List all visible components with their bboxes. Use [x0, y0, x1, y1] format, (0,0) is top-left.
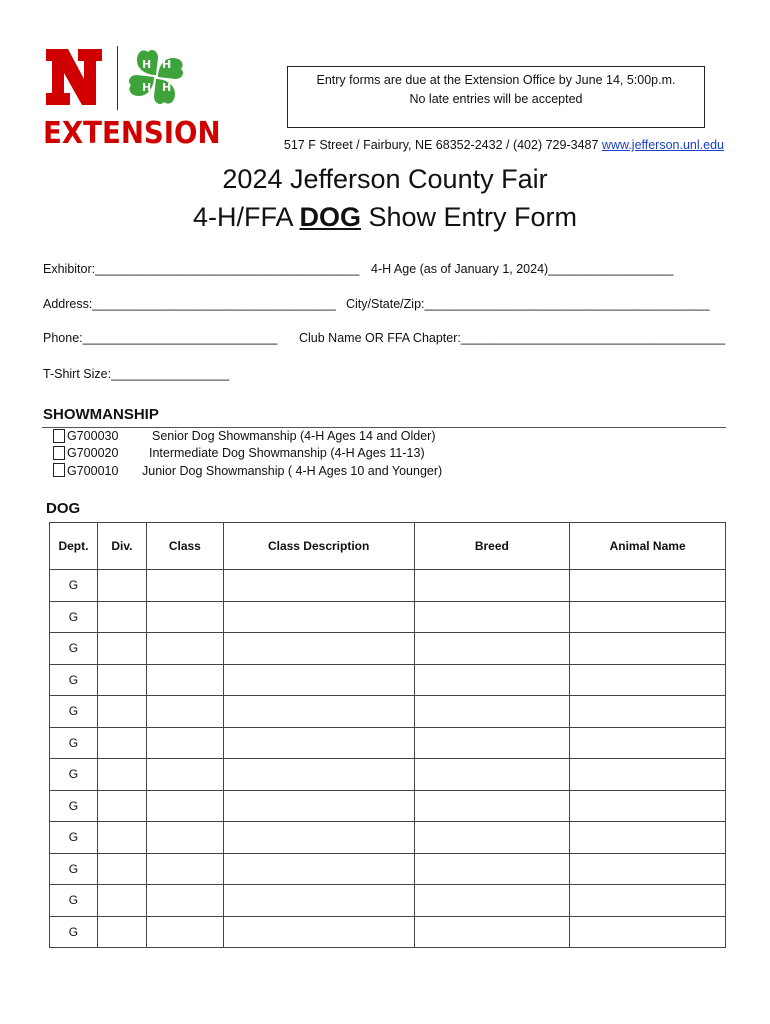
class-description: Senior Dog Showmanship (4-H Ages 14 and Older) [152, 429, 436, 443]
entry-cell[interactable] [414, 727, 570, 759]
column-header: Div. [97, 523, 146, 570]
exhibitor-field[interactable]: Exhibitor:______________________________________ [43, 262, 360, 276]
entry-cell[interactable] [570, 664, 726, 696]
entry-cell[interactable] [223, 696, 414, 728]
checkbox-g700030[interactable] [53, 429, 65, 443]
entry-cell[interactable] [414, 822, 570, 854]
entry-cell[interactable] [414, 853, 570, 885]
title-dog: DOG [299, 202, 361, 232]
dept-cell: G [50, 885, 98, 917]
table-row [50, 885, 726, 917]
svg-text:H: H [162, 81, 172, 94]
entry-cell[interactable] [146, 727, 223, 759]
entry-cell[interactable] [146, 633, 223, 665]
table-row [50, 853, 726, 885]
entry-cell[interactable] [570, 601, 726, 633]
form-title: 2024 Jefferson County Fair [222, 164, 548, 194]
checkbox-g700010[interactable] [53, 463, 65, 477]
dog-heading: DOG [46, 500, 81, 517]
entry-cell[interactable] [223, 790, 414, 822]
entry-cell[interactable] [97, 570, 146, 602]
entry-cell[interactable] [97, 633, 146, 665]
entry-cell[interactable] [223, 916, 414, 948]
dept-cell: G [50, 759, 98, 791]
entry-cell[interactable] [97, 696, 146, 728]
table-row [50, 696, 726, 728]
entry-cell[interactable] [97, 885, 146, 917]
entry-cell[interactable] [97, 853, 146, 885]
entry-cell[interactable] [570, 822, 726, 854]
entry-cell[interactable] [146, 916, 223, 948]
entry-cell[interactable] [97, 601, 146, 633]
table-row [50, 759, 726, 791]
dept-cell: G [50, 601, 98, 633]
dept-cell: G [50, 633, 98, 665]
entry-cell[interactable] [97, 664, 146, 696]
table-row [50, 570, 726, 602]
column-header: Class Description [223, 523, 414, 570]
checkbox-g700020[interactable] [53, 446, 65, 460]
svg-text:H: H [162, 58, 172, 71]
age-field[interactable]: 4-H Age (as of January 1, 2024)__________________ [371, 262, 674, 276]
column-header: Breed [414, 523, 570, 570]
entry-cell[interactable] [570, 727, 726, 759]
entry-cell[interactable] [223, 885, 414, 917]
notice-line-2: No late entries will be accepted [409, 92, 583, 106]
column-header: Class [146, 523, 223, 570]
entry-cell[interactable] [97, 822, 146, 854]
class-description: Junior Dog Showmanship ( 4-H Ages 10 and Younger) [142, 464, 443, 478]
table-row [50, 601, 726, 633]
dept-cell: G [50, 790, 98, 822]
logo-divider [117, 46, 118, 110]
form-subtitle: 4-H/FFA DOG Show Entry Form [192, 202, 578, 232]
dept-cell: G [50, 696, 98, 728]
phone-field[interactable]: Phone:____________________________ [43, 331, 278, 345]
deadline-notice [287, 66, 705, 128]
entry-cell[interactable] [146, 570, 223, 602]
extension-wordmark: EXTENSION [43, 116, 221, 151]
dept-cell: G [50, 853, 98, 885]
entry-cell[interactable] [414, 885, 570, 917]
table-row [50, 727, 726, 759]
notice-line-1: Entry forms are due at the Extension Office by June 14, 5:00p.m. [316, 73, 676, 87]
table-header-row [50, 523, 726, 570]
entry-cell[interactable] [146, 696, 223, 728]
column-header: Dept. [50, 523, 98, 570]
entry-cell[interactable] [146, 759, 223, 791]
dept-cell: G [50, 664, 98, 696]
dept-cell: G [50, 727, 98, 759]
table-row [50, 822, 726, 854]
section-divider [42, 427, 726, 428]
table-row [50, 916, 726, 948]
entry-cell[interactable] [414, 696, 570, 728]
table-row [50, 664, 726, 696]
svg-text:H: H [142, 58, 152, 71]
nebraska-n-logo [44, 47, 104, 107]
entry-cell[interactable] [570, 570, 726, 602]
class-code: G700030 [67, 429, 119, 443]
entry-cell[interactable] [146, 790, 223, 822]
table-row [50, 633, 726, 665]
entry-cell[interactable] [570, 790, 726, 822]
entry-cell[interactable] [146, 601, 223, 633]
website-link[interactable]: www.jefferson.unl.edu [601, 138, 724, 152]
entry-cell[interactable] [97, 790, 146, 822]
4h-clover-icon [125, 46, 187, 108]
entry-cell[interactable] [223, 822, 414, 854]
entry-cell[interactable] [223, 570, 414, 602]
entry-cell[interactable] [570, 696, 726, 728]
entry-cell[interactable] [97, 727, 146, 759]
entry-cell[interactable] [146, 664, 223, 696]
entry-cell[interactable] [570, 885, 726, 917]
entry-cell[interactable] [223, 853, 414, 885]
address-field[interactable]: Address:___________________________________ [43, 297, 336, 311]
entry-cell[interactable] [414, 570, 570, 602]
city-state-zip-field[interactable]: City/State/Zip:_________________________________________ [346, 297, 710, 311]
office-address [284, 138, 724, 152]
address-text: 517 F Street / Fairbury, NE 68352-2432 / (402) 729-3487 [283, 138, 599, 152]
class-description: Intermediate Dog Showmanship (4-H Ages 11-13) [149, 446, 425, 460]
dept-cell: G [50, 822, 98, 854]
entry-cell[interactable] [223, 727, 414, 759]
entry-cell[interactable] [414, 633, 570, 665]
entry-cell[interactable] [223, 601, 414, 633]
tshirt-field[interactable]: T-Shirt Size:_________________ [43, 367, 230, 381]
entry-cell[interactable] [414, 759, 570, 791]
class-code: G700020 [67, 446, 119, 460]
entry-cell[interactable] [146, 822, 223, 854]
table-row [50, 790, 726, 822]
entry-cell[interactable] [414, 790, 570, 822]
entry-cell[interactable] [146, 853, 223, 885]
entry-cell[interactable] [414, 916, 570, 948]
entry-cell[interactable] [570, 759, 726, 791]
dept-cell: G [50, 916, 98, 948]
entry-cell[interactable] [414, 601, 570, 633]
entry-cell[interactable] [223, 759, 414, 791]
column-header: Animal Name [570, 523, 726, 570]
entry-cell[interactable] [97, 916, 146, 948]
dog-entry-table [49, 522, 726, 948]
entry-cell[interactable] [570, 916, 726, 948]
entry-cell[interactable] [223, 633, 414, 665]
entry-cell[interactable] [97, 759, 146, 791]
class-code: G700010 [67, 464, 119, 478]
club-field[interactable]: Club Name OR FFA Chapter:______________________________________ [299, 331, 726, 345]
entry-cell[interactable] [570, 633, 726, 665]
entry-cell[interactable] [146, 885, 223, 917]
showmanship-heading: SHOWMANSHIP [43, 406, 159, 423]
svg-text:H: H [142, 81, 152, 94]
entry-cell[interactable] [223, 664, 414, 696]
entry-cell[interactable] [414, 664, 570, 696]
entry-cell[interactable] [570, 853, 726, 885]
dept-cell: G [50, 570, 98, 602]
